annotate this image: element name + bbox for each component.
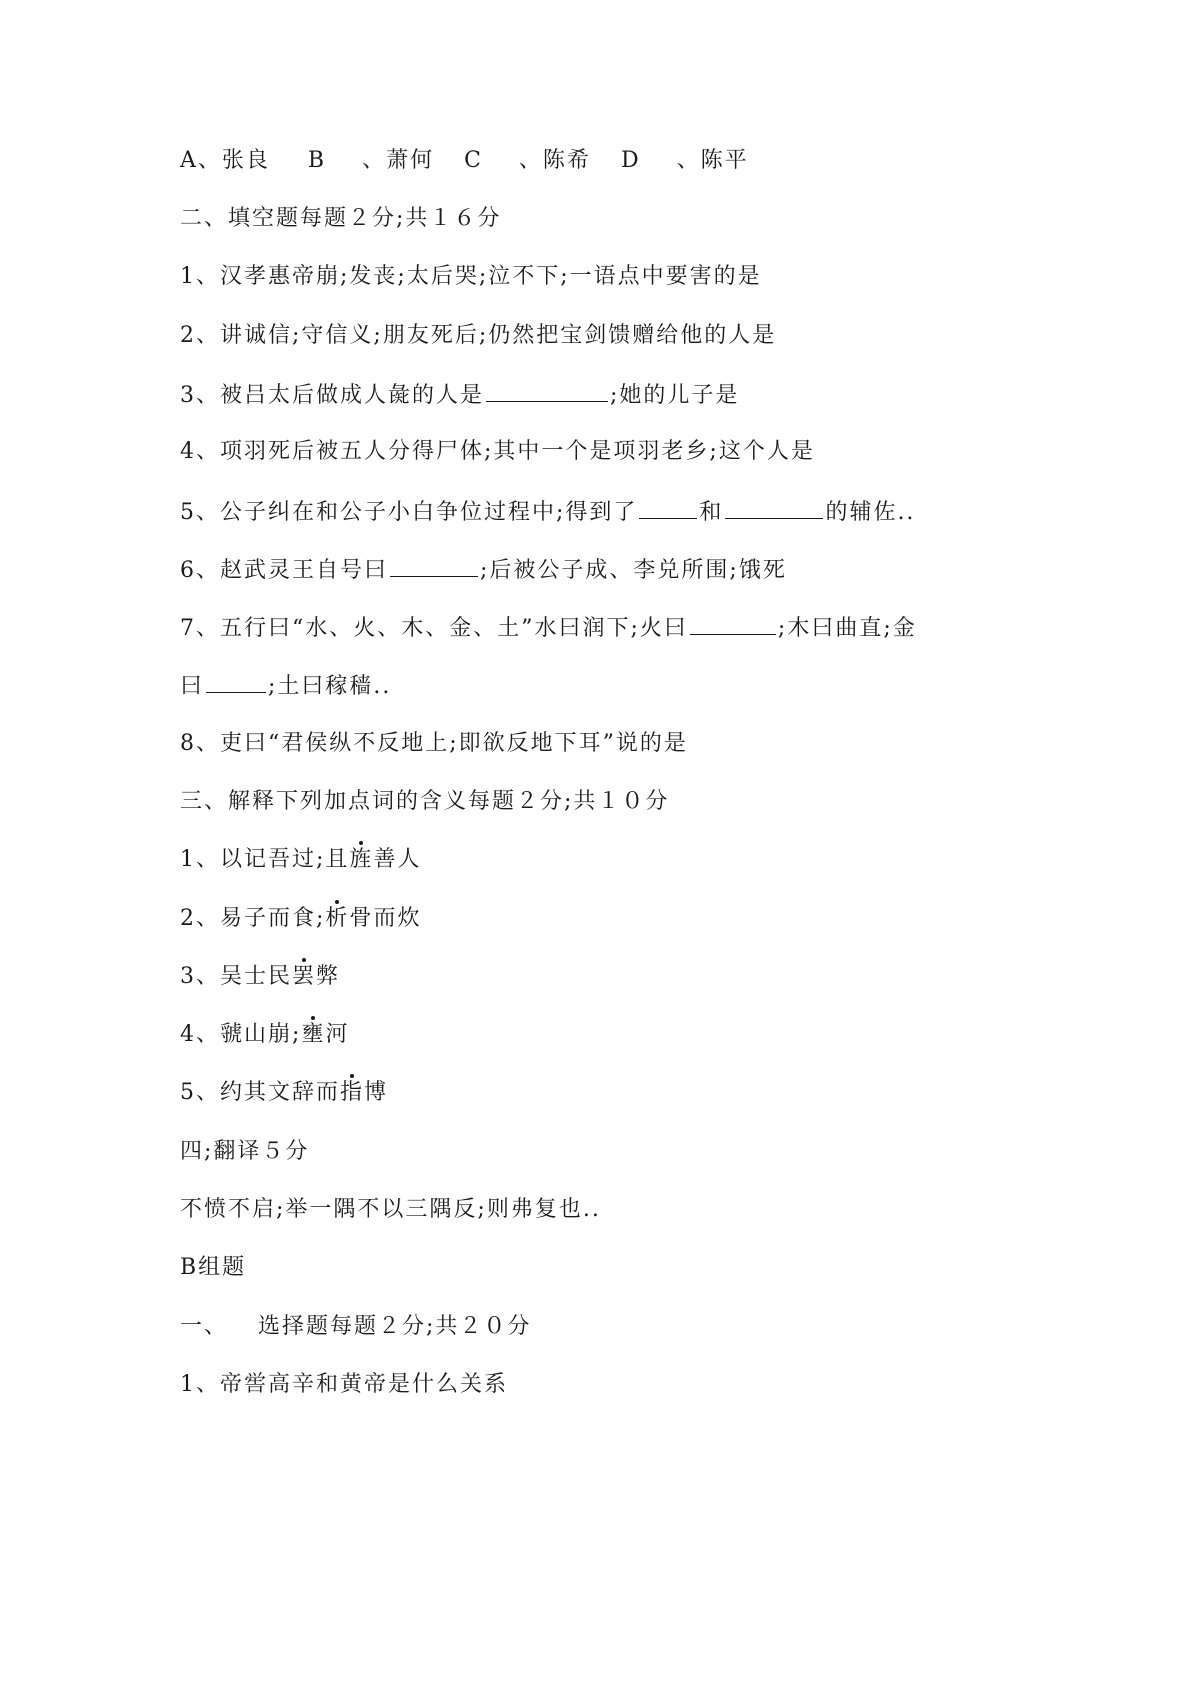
q-text: 河	[325, 1022, 350, 1047]
section2-heading: 二、填空题每题２分;共１６分	[180, 206, 502, 231]
q5-text-a: 5、公子纠在和公子小白争位过程中;得到了	[180, 500, 638, 525]
dotted-word: 壅	[301, 1020, 325, 1050]
q6-text-a: 6、赵武灵王自号曰	[180, 558, 388, 583]
q-text: 2、易子而食;	[180, 906, 326, 931]
option-d-text: 、陈平	[676, 148, 749, 173]
section3-q4	[180, 1020, 349, 1050]
section3-q3	[180, 962, 340, 992]
section2-q6	[180, 554, 787, 586]
dotted-word: 指	[340, 1078, 364, 1108]
section2-q4: 4、项羽死后被五人分得尸体;其中一个是项羽老乡;这个人是	[180, 439, 815, 464]
groupb-section1-heading	[180, 1312, 531, 1342]
section2-q7	[180, 612, 917, 644]
q5-text-b: 和	[699, 500, 724, 525]
section2-q7-cont	[180, 670, 391, 702]
q5-text-c: 的辅佐..	[825, 500, 916, 525]
section4-heading: 四;翻译５分	[180, 1139, 310, 1164]
q-text: 5、约其文辞而	[180, 1080, 340, 1105]
section-title: 选择题每题２分;共２０分	[258, 1314, 532, 1339]
section2-q2: 2、讲诚信;守信义;朋友死后;仍然把宝剑馈赠给他的人是	[180, 323, 777, 348]
dotted-word: 旌	[349, 845, 373, 875]
fill-blank	[206, 670, 266, 693]
q6-text-b: ;后被公子成、李兑所围;饿死	[480, 558, 787, 583]
q-text: 1、以记吾过;且	[180, 847, 350, 872]
section3-q2	[180, 904, 421, 934]
section-number: 一、	[180, 1314, 229, 1339]
section2-q5	[180, 496, 915, 528]
option-b-text: 、萧何	[362, 148, 435, 173]
option-c-letter: C	[464, 148, 483, 173]
section3-heading: 三、解释下列加点词的含义每题２分;共１０分	[180, 789, 670, 814]
fill-blank	[486, 379, 608, 402]
section3-q5	[180, 1078, 388, 1108]
option-c-text: 、陈希	[518, 148, 591, 173]
section2-q3	[180, 379, 739, 411]
q-text: 弊	[316, 964, 341, 989]
q7-text-b: ;木曰曲直;金	[777, 616, 917, 641]
groupb-q1: 1、帝喾高辛和黄帝是什么关系	[180, 1372, 508, 1397]
q-text: 骨而炊	[349, 906, 422, 931]
section4-q1: 不愤不启;举一隅不以三隅反;则弗复也..	[180, 1197, 601, 1222]
groupb-title: B组题	[180, 1255, 247, 1280]
q-text: 3、吴士民	[180, 964, 292, 989]
q-text: 博	[364, 1080, 389, 1105]
q-text: 善人	[373, 847, 422, 872]
fill-blank	[725, 496, 823, 519]
fill-blank	[690, 612, 776, 635]
q-text: 4、虢山崩;	[180, 1022, 302, 1047]
q3-text-a: 3、被吕太后做成人彘的人是	[180, 383, 484, 408]
option-a: A、张良	[180, 148, 270, 173]
dotted-word: 罢	[292, 962, 316, 992]
options-line	[180, 146, 749, 176]
section2-q8: 8、吏曰“君侯纵不反地上;即欲反地下耳”说的是	[180, 731, 688, 756]
section3-q1	[180, 845, 421, 875]
option-d-letter: D	[620, 148, 641, 173]
q3-text-b: ;她的儿子是	[610, 383, 740, 408]
q7-text-c: 曰	[180, 674, 205, 699]
dotted-word: 析	[325, 904, 349, 934]
q7-text-a: 7、五行曰“水、火、木、金、土”水曰润下;火曰	[180, 616, 688, 641]
fill-blank	[390, 554, 478, 577]
fill-blank	[639, 496, 697, 519]
q7-text-d: ;土曰稼穑..	[268, 674, 392, 699]
option-b-letter: B	[307, 148, 327, 173]
section2-q1: 1、汉孝惠帝崩;发丧;太后哭;泣不下;一语点中要害的是	[180, 264, 762, 289]
